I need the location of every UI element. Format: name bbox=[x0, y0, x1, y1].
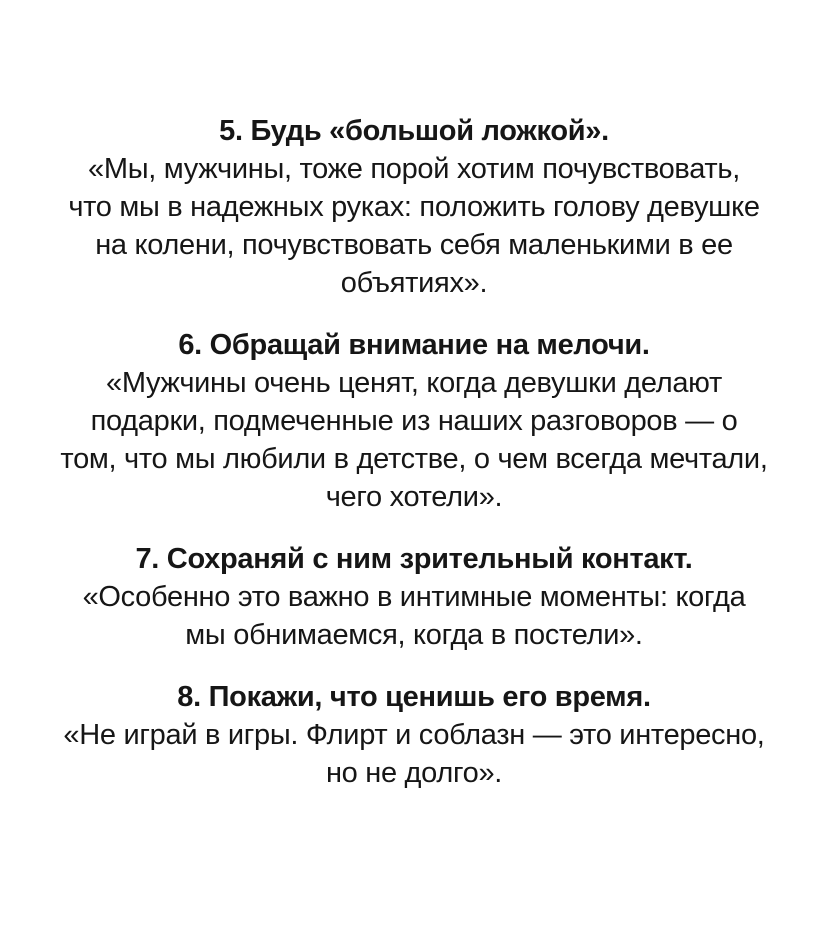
tip-section-5 bbox=[18, 112, 810, 302]
quote-line: «Мужчины очень ценят, когда девушки делают bbox=[106, 367, 722, 399]
quote-line: «Особенно это важно в интимные моменты: когда bbox=[82, 581, 746, 613]
quote-line: мы обнимаемся, когда в постели». bbox=[185, 619, 643, 651]
quote-line: но не долго». bbox=[325, 757, 503, 789]
tip-section-6 bbox=[18, 326, 810, 516]
tip-6-heading: 6. Обращай внимание на мелочи. bbox=[178, 329, 650, 361]
tip-section-7 bbox=[18, 540, 810, 654]
tip-7-heading: 7. Сохраняй с ним зрительный контакт. bbox=[135, 543, 693, 575]
tip-6-quote bbox=[18, 364, 810, 516]
tip-8-quote bbox=[18, 716, 810, 792]
tip-5-quote bbox=[18, 150, 810, 302]
quote-line: на колени, почувствовать себя маленькими в ее bbox=[95, 229, 733, 261]
quote-line: объятиях». bbox=[340, 267, 488, 299]
quote-line: «Не играй в игры. Флирт и соблазн — это интересно, bbox=[63, 719, 765, 751]
tip-5-heading: 5. Будь «большой ложкой». bbox=[219, 115, 609, 147]
quote-line: «Мы, мужчины, тоже порой хотим почувствовать, bbox=[88, 153, 740, 185]
tip-8-heading: 8. Покажи, что ценишь его время. bbox=[177, 681, 651, 713]
quote-line: подарки, подмеченные из наших разговоров — о bbox=[90, 405, 738, 437]
quote-line: чего хотели». bbox=[325, 481, 503, 513]
quote-line: что мы в надежных руках: положить голову девушке bbox=[68, 191, 760, 223]
quote-line: том, что мы любили в детстве, о чем всегда мечтали, bbox=[60, 443, 768, 475]
tip-7-quote bbox=[18, 578, 810, 654]
tip-section-8 bbox=[18, 678, 810, 792]
